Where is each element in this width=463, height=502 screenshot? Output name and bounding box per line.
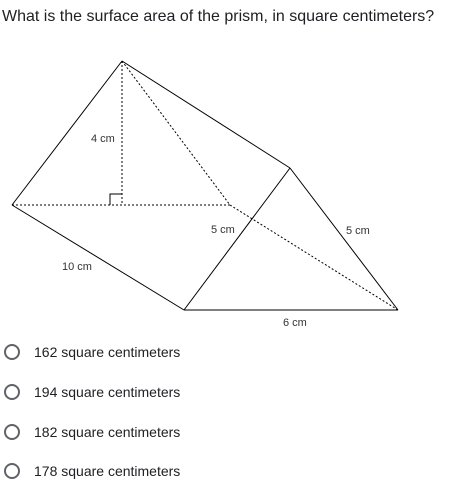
label-slant-right: 5 cm (346, 225, 370, 237)
radio-button-icon[interactable] (4, 384, 20, 400)
option-label: 162 square centimeters (34, 344, 181, 360)
option-1[interactable] (4, 340, 180, 364)
option-4[interactable] (4, 459, 180, 483)
edge-top-ridge (122, 61, 290, 168)
label-base: 6 cm (283, 317, 307, 329)
label-height: 4 cm (91, 133, 115, 145)
radio-button-icon[interactable] (4, 463, 20, 479)
right-angle-marker-icon (110, 194, 122, 205)
option-3[interactable] (4, 420, 180, 444)
option-label: 178 square centimeters (34, 463, 181, 479)
option-label: 182 square centimeters (34, 424, 181, 440)
label-length: 10 cm (62, 261, 92, 273)
option-2[interactable] (4, 380, 180, 404)
question-text: What is the surface area of the prism, in square centimeters? (2, 8, 435, 25)
edge-front-left (184, 168, 290, 310)
radio-button-icon[interactable] (4, 424, 20, 440)
hidden-back-right (122, 61, 230, 205)
label-slant-left: 5 cm (211, 224, 235, 236)
hidden-bottom-right-length (230, 205, 398, 310)
option-label: 194 square centimeters (34, 384, 181, 400)
radio-button-icon[interactable] (4, 344, 20, 360)
edge-front-right (290, 168, 398, 310)
edge-bottom-left-length (12, 205, 184, 310)
